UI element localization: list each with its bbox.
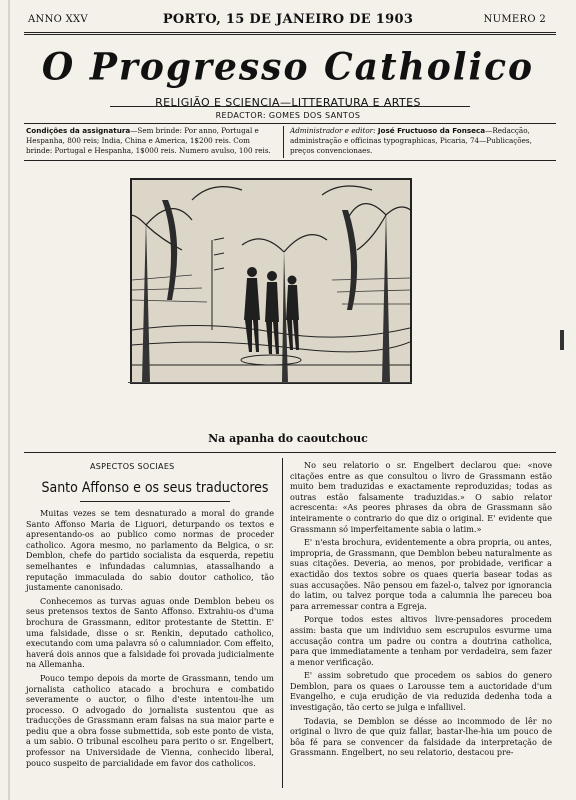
article-headline: Santo Affonso e os seus traductores <box>41 480 269 496</box>
info-bottom-rule <box>24 160 556 161</box>
info-top-rule <box>24 123 556 124</box>
right-paragraph: Todavia, se Demblon se désse ao incommodo de lêr no original o livro de que quiz fallar, bastar-lhe-hia um pouco de bôa fé para se convencer da falsidade da interpretação de Grassmann. Engelbert, no seu relatorio, destacou pre- <box>290 715 552 758</box>
illustration-engraving <box>130 178 412 384</box>
subscription-text: —Sem brinde: Por anno, Portugal e Hespanha, 800 reis; India, China e America, 1$200 reis. Com brinde: Portugal e Hespanha, 1$000 reis. Numero avulso, 100 reis. <box>26 126 271 155</box>
administrator-name: José Fructuoso da Fonseca <box>377 126 486 135</box>
issue-label: NUMERO 2 <box>483 14 546 25</box>
illustration-shadow <box>128 382 412 383</box>
info-divider <box>283 126 284 158</box>
header-rule-2 <box>24 34 556 35</box>
right-column <box>290 460 552 758</box>
page-edge <box>8 0 10 800</box>
administrator-text: —Redacção, administração e officinas typographicas, Picaria, 74—Publicações, preços convencionaes. <box>290 126 532 155</box>
headline-rule <box>80 501 230 502</box>
jungle-scene-image <box>132 180 410 382</box>
left-column <box>26 508 274 768</box>
right-paragraph: E' assim sobretudo que procedem os sabios do genero Demblon, para os quaes o Larousse tem a auctoridade d'um Evangelho, e cuja erudição de via reduzida dedenha toda a investigação, tão certo se julga e infallivel. <box>290 670 552 713</box>
left-paragraph: Muitas vezes se tem desnaturado a moral do grande Santo Affonso Maria de Liguori, deturpando os textos e apresentando-os ao publico como normas de proceder catholico. Agora mesmo, no parlamento da Belgica, o sr. Demblon, chefe do partido socialista da esquerda, repetiu semelhantes e infundadas calumnias, atassalhando a reputação immaculada do sabio doutor catholico, tão justamente canonisado. <box>26 508 274 593</box>
left-paragraph: Conhecemos as turvas aguas onde Demblon bebeu os seus pretensos textos de Santo Affonso. Extrahiu-os d'uma brochura de Grassmann, editor protestante de Stettin. E' uma falsidade, disse o sr. Renkin, deputado catholico, executando com uma palavra só o calumniador. Com effeito, haverá dois annos que a falsidade foi provada judicialmente na Allemanha. <box>26 595 274 670</box>
illustration-caption: Na apanha do caoutchouc <box>208 432 368 445</box>
year-label: ANNO XXV <box>28 14 88 25</box>
subscription-info <box>26 126 276 156</box>
right-paragraph: Porque todos estes altivos livre-pensadores procedem assim: basta que um individuo sem escrupulos esvurme uma accusação contra um padre ou contra a doutrina catholica, para que immediatamente a tenham por verdadeira, sem fazer a menor verificação. <box>290 614 552 667</box>
subscription-label: Condições da assignatura <box>26 126 131 135</box>
binding-mark <box>560 330 564 350</box>
header-rule <box>24 32 556 33</box>
masthead-subtitle: RELIGIÃO E SCIENCIA—LITTERATURA E ARTES <box>155 96 421 109</box>
right-paragraph: E' n'esta brochura, evidentemente a obra propria, ou antes, impropria, de Grassmann, que Demblon bebeu naturalmente as suas citações. Deveria, ao menos, por probidade, verificar a exactidão dos textos sobre os quaes queria basear todas as suas accusações. Não pensou em fazel-o, talvez por ignorancia do latim, ou talvez porque toda a calumnia lhe pareceu boa para arremessar contra a Egreja. <box>290 537 552 611</box>
masthead-redactor: REDACTOR: GOMES DOS SANTOS <box>215 111 361 120</box>
left-paragraph: Pouco tempo depois da morte de Grassmann, tendo um jornalista catholico atacado a brochura e combatido severamente o auctor, o filho d'este intentou-lhe um processo. O advogado do jornalista sustentou que as traducções de Grassmann eram falsas na sua maior parte e pediu que a obra fosse submettida, sob este ponto de vista, a um sabio. O tribunal escolheu para perito o sr. Engelbert, professor na Universidade de Vienna, conhecido liberal, pouco suspeito de parcialidade em favor dos catholicos. <box>26 672 274 768</box>
right-paragraph: No seu relatorio o sr. Engelbert declarou que: «nove citações entre as que consultou o livro de Grassmann estão muito bem traduzidas e exactamente reproduzidas; todas as outras estão falsamente traduzidas.» O sabio relator acrescenta: «As peores phrases da obra de Grassmann são inteiramente o contrario do que diz o original. E' evidente que Grassmann só imperfeitamente sabia o latim.» <box>290 460 552 534</box>
administrator-label: Administrador e editor: <box>290 126 376 135</box>
date-label: PORTO, 15 DE JANEIRO DE 1903 <box>162 12 414 27</box>
masthead-title: O Progresso Catholico <box>41 44 535 90</box>
caption-rule <box>24 452 556 453</box>
column-divider <box>282 458 283 788</box>
section-label: ASPECTOS SOCIAES <box>90 462 175 471</box>
administrator-info <box>290 126 552 156</box>
subtitle-rule <box>110 106 470 107</box>
